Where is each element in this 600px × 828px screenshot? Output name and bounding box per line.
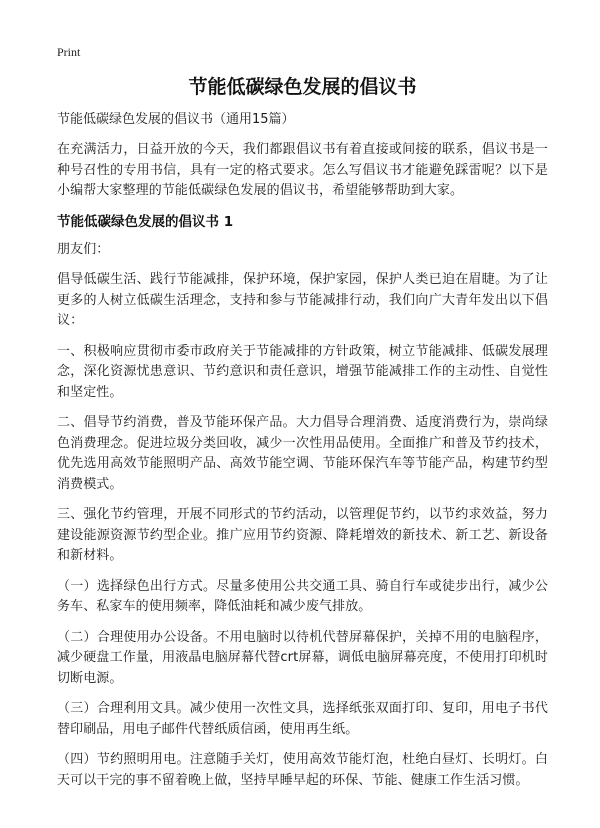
body-paragraph-4: 三、强化节约管理，开展不同形式的节约活动，以管理促节约，以节约求效益，努力建设能源资源节约型企业。推广应用节约资源、降耗增效的新技术、新工艺、新设备和新材料。 — [57, 507, 548, 563]
document-subtitle: 节能低碳绿色发展的倡议书（通用15篇） — [57, 112, 295, 127]
body-paragraph-8: （四）节约照明用电。注意随手关灯，使用高效节能灯泡，杜绝白昼灯、长明灯。白天可以干完的事不留着晚上做，坚持早睡早起的环保、节能、健康工作生活习惯。 — [57, 752, 548, 788]
body-paragraph-3: 二、倡导节约消费，普及节能环保产品。大力倡导合理消费、适度消费行为，崇尚绿色消费理念。促进垃圾分类回收，减少一次性用品使用。全面推广和普及节约技术，优先选用高效节能照明产品、高效节能空调、节能环保汽车等节能产品，构建节约型消费模式。 — [57, 415, 548, 492]
intro-paragraph: 在充满活力，日益开放的今天，我们都跟倡议书有着直接或间接的联系，倡议书是一种号召性的专用书信，具有一定的格式要求。怎么写倡议书才能避免踩雷呢？以下是小编帮大家整理的节能低碳绿色发展的倡议书，希望能够帮助到大家。 — [57, 142, 548, 198]
page-title: 节能低碳绿色发展的倡议书 — [188, 76, 417, 98]
greeting: 朋友们： — [57, 241, 110, 257]
body-paragraph-2: 一、积极响应贯彻市委市政府关于节能减排的方针政策，树立节能减排、低碳发展理念，深化资源忧患意识、节约意识和责任意识，增强节能减排工作的主动性、自觉性和坚定性。 — [57, 343, 548, 400]
body-paragraph-5: （一）选择绿色出行方式。尽量多使用公共交通工具、骑自行车或徒步出行，减少公务车、私家车的使用频率，降低油耗和减少废气排放。 — [57, 578, 548, 614]
body-paragraph-7: （三）合理利用文具。减少使用一次性文具，选择纸张双面打印、复印，用电子书代替印刷品，用电子邮件代替纸质信函，使用再生纸。 — [57, 701, 548, 737]
body-paragraph-1: 倡导低碳生活、践行节能减排，保护环境，保护家园，保护人类已迫在眉睫。为了让更多的人树立低碳生活理念，支持和参与节能减排行动，我们向广大青年发出以下倡议： — [57, 272, 548, 328]
body-paragraph-6: （二）合理使用办公设备。不用电脑时以待机代替屏幕保护，关掉不用的电脑程序，减少硬盘工作量，用液晶电脑屏幕代替crt屏幕，调低电脑屏幕亮度，不使用打印机时切断电源。 — [57, 629, 548, 686]
print-link[interactable]: Print — [57, 45, 81, 59]
section-heading: 节能低碳绿色发展的倡议书 1 — [57, 213, 234, 230]
